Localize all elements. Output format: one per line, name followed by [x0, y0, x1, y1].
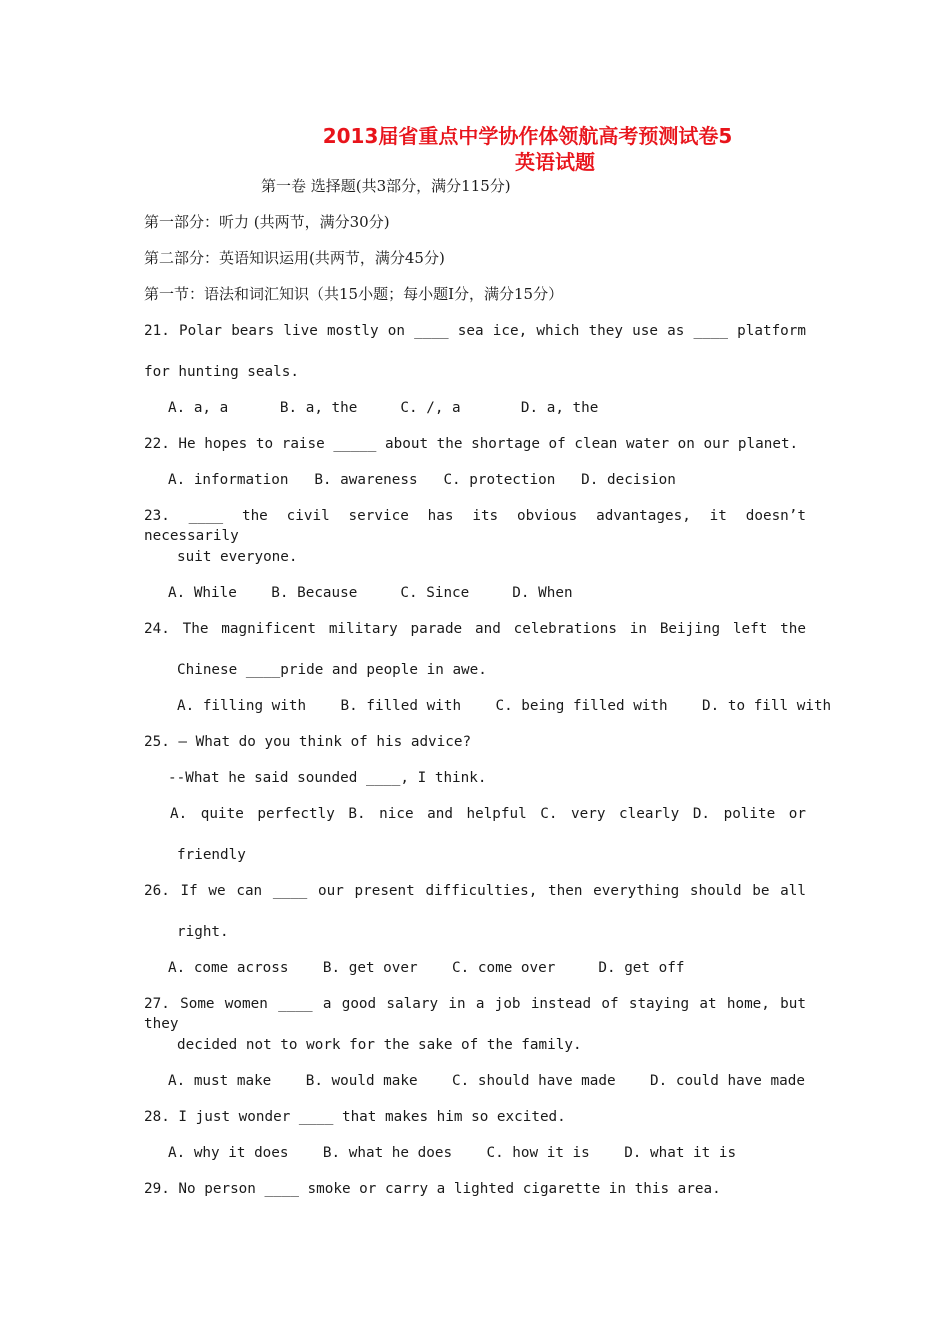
exam-title: 2013届省重点中学协作体领航高考预测试卷5	[322, 124, 733, 148]
question-28-text: 28. I just wonder ____ that makes him so excited.	[144, 1109, 566, 1125]
question-26-options: A. come across B. get over C. come over D. get off	[168, 960, 685, 976]
section1-heading: 第一节：语法和词汇知识（共15小题；每小题I分，满分15分）	[144, 285, 564, 303]
question-24-text-cont: Chinese ____pride and people in awe.	[177, 662, 487, 678]
exam-subtitle: 英语试题	[515, 150, 595, 174]
question-26-text: 26. If we can ____ our present difficulties, then everything should be all	[144, 883, 806, 899]
question-22-text: 22. He hopes to raise _____ about the shortage of clean water on our planet.	[144, 436, 799, 452]
question-21-text: 21. Polar bears live mostly on ____ sea ice, which they use as ____ platform	[144, 323, 806, 339]
question-27-text: 27. Some women ____ a good salary in a job instead of staying at home, but they	[144, 996, 806, 1032]
question-27-options: A. must make B. would make C. should have made D. could have made	[168, 1073, 805, 1089]
question-23-options: A. While B. Because C. Since D. When	[168, 585, 573, 601]
question-23-text-cont: suit everyone.	[177, 549, 298, 565]
question-28-options: A. why it does B. what he does C. how it is D. what it is	[168, 1145, 737, 1161]
question-25-text-cont: --What he said sounded ____, I think.	[168, 770, 487, 786]
part1-heading: 第一部分：听力 (共两节，满分30分)	[144, 213, 390, 231]
question-24-options: A. filling with B. filled with C. being filled with D. to fill with	[177, 698, 832, 714]
question-25-text: 25. – What do you think of his advice?	[144, 734, 472, 750]
question-25-options: A. quite perfectly B. nice and helpful C. very clearly D. polite or	[170, 806, 806, 822]
question-25-options-cont: friendly	[177, 847, 246, 863]
question-27-text-cont: decided not to work for the sake of the family.	[177, 1037, 582, 1053]
question-29-text: 29. No person ____ smoke or carry a lighted cigarette in this area.	[144, 1181, 721, 1197]
part2-heading: 第二部分：英语知识运用(共两节，满分45分)	[144, 249, 445, 267]
volume-heading: 第一卷 选择题(共3部分，满分115分)	[261, 177, 511, 195]
question-26-text-cont: right.	[177, 924, 229, 940]
question-21-options: A. a, a B. a, the C. /, a D. a, the	[168, 400, 599, 416]
question-24-text: 24. The magnificent military parade and celebrations in Beijing left the	[144, 621, 806, 637]
question-23-text: 23. ____ the civil service has its obvious advantages, it doesn’t necessarily	[144, 508, 806, 544]
question-21-text-cont: for hunting seals.	[144, 364, 299, 380]
question-22-options: A. information B. awareness C. protection D. decision	[168, 472, 676, 488]
